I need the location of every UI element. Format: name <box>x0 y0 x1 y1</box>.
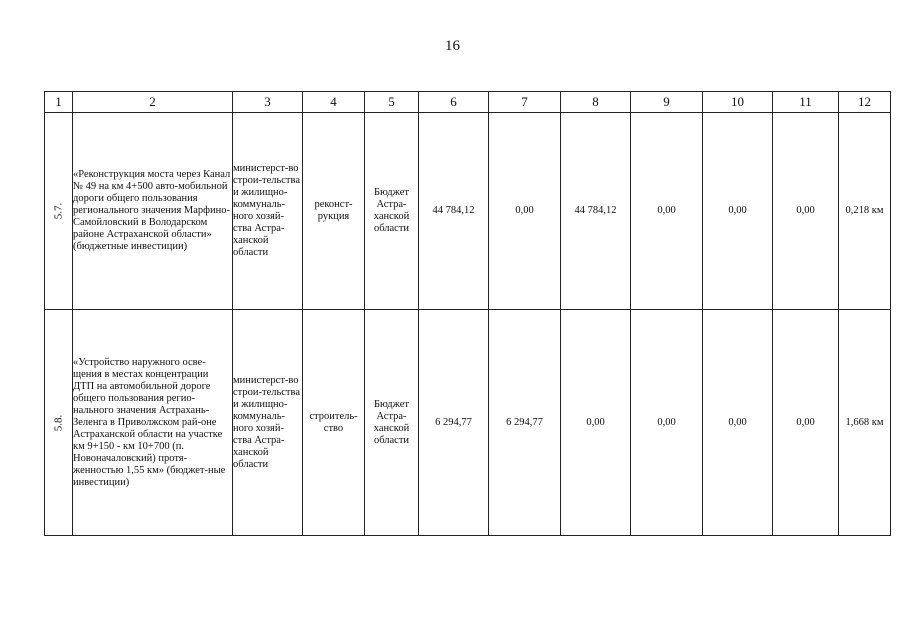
column-header-10: 10 <box>703 92 773 113</box>
value-col-7: 6 294,77 <box>489 310 561 536</box>
value-col-6: 6 294,77 <box>419 310 489 536</box>
project-name: «Реконструкция моста через Канал № 49 на км 4+500 авто-мобильной дороги общего пользования регионального значения Марфино-Самойловский в Володарском районе Астраханской области» (бюджетные инвестиции) <box>73 113 233 310</box>
column-header-7: 7 <box>489 92 561 113</box>
column-header-2: 2 <box>73 92 233 113</box>
column-header-4: 4 <box>303 92 365 113</box>
project-name: «Устройство наружного осве-щения в местах концентрации ДТП на автомобильной дороге общего пользования регио-нального значения Астрахань-Зеленга в Приволжском рай-оне Астраханской области на участке км 9+150 - км 10+700 (п. Новоначаловский) протя-женностью 1,55 км» (бюджет-ные инвестиции) <box>73 310 233 536</box>
column-header-12: 12 <box>839 92 891 113</box>
value-col-6: 44 784,12 <box>419 113 489 310</box>
column-header-8: 8 <box>561 92 631 113</box>
row-number-cell <box>45 310 73 536</box>
funding-source: Бюджет Астра-ханской области <box>365 113 419 310</box>
responsible-ministry: министерст-во строи-тельства и жилищно-коммуналь-ного хозяй-ства Астра-ханской области <box>233 113 303 310</box>
value-col-9: 0,00 <box>631 113 703 310</box>
value-col-12: 1,668 км <box>839 310 891 536</box>
work-type: реконст-рукция <box>303 113 365 310</box>
value-col-8: 0,00 <box>561 310 631 536</box>
row-number: 5.8. <box>52 414 65 431</box>
data-table <box>44 91 891 536</box>
value-col-10: 0,00 <box>703 310 773 536</box>
row-number-cell <box>45 113 73 310</box>
value-col-7: 0,00 <box>489 113 561 310</box>
funding-source: Бюджет Астра-ханской области <box>365 310 419 536</box>
value-col-9: 0,00 <box>631 310 703 536</box>
value-col-11: 0,00 <box>773 310 839 536</box>
value-col-12: 0,218 км <box>839 113 891 310</box>
value-col-8: 44 784,12 <box>561 113 631 310</box>
column-header-11: 11 <box>773 92 839 113</box>
column-header-9: 9 <box>631 92 703 113</box>
column-header-3: 3 <box>233 92 303 113</box>
responsible-ministry: министерст-во строи-тельства и жилищно-коммуналь-ного хозяй-ства Астра-ханской области <box>233 310 303 536</box>
work-type: строитель-ство <box>303 310 365 536</box>
column-header-6: 6 <box>419 92 489 113</box>
value-col-10: 0,00 <box>703 113 773 310</box>
column-header-5: 5 <box>365 92 419 113</box>
table-row <box>45 113 891 310</box>
table-row <box>45 310 891 536</box>
column-header-1: 1 <box>45 92 73 113</box>
page-number: 16 <box>445 38 460 54</box>
value-col-11: 0,00 <box>773 113 839 310</box>
row-number: 5.7. <box>52 202 65 220</box>
header-row <box>45 92 891 113</box>
